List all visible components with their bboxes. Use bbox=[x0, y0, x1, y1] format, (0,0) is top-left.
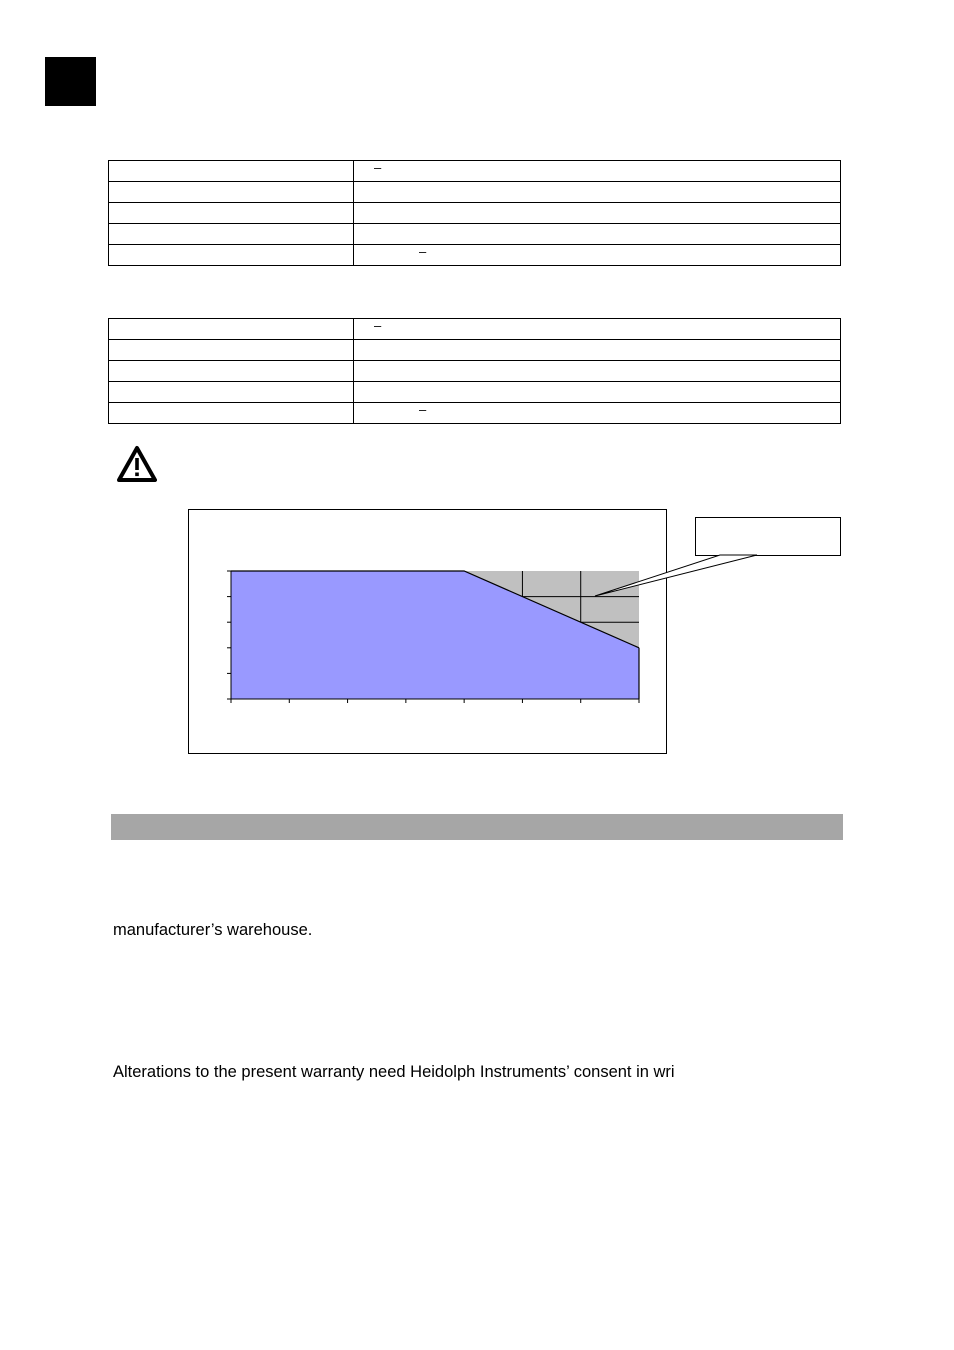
warranty-paragraph-2: Alterations to the present warranty need Heidolph Instruments’ consent in wri bbox=[113, 1063, 675, 1081]
table-cell-value: – bbox=[354, 403, 841, 424]
section-heading-bar bbox=[111, 814, 843, 840]
table-cell-value: – bbox=[354, 319, 841, 340]
warranty-paragraph-1: manufacturer’s warehouse. bbox=[113, 921, 313, 939]
table-cell-value: – bbox=[354, 161, 841, 182]
table-cell-value: – bbox=[354, 245, 841, 266]
